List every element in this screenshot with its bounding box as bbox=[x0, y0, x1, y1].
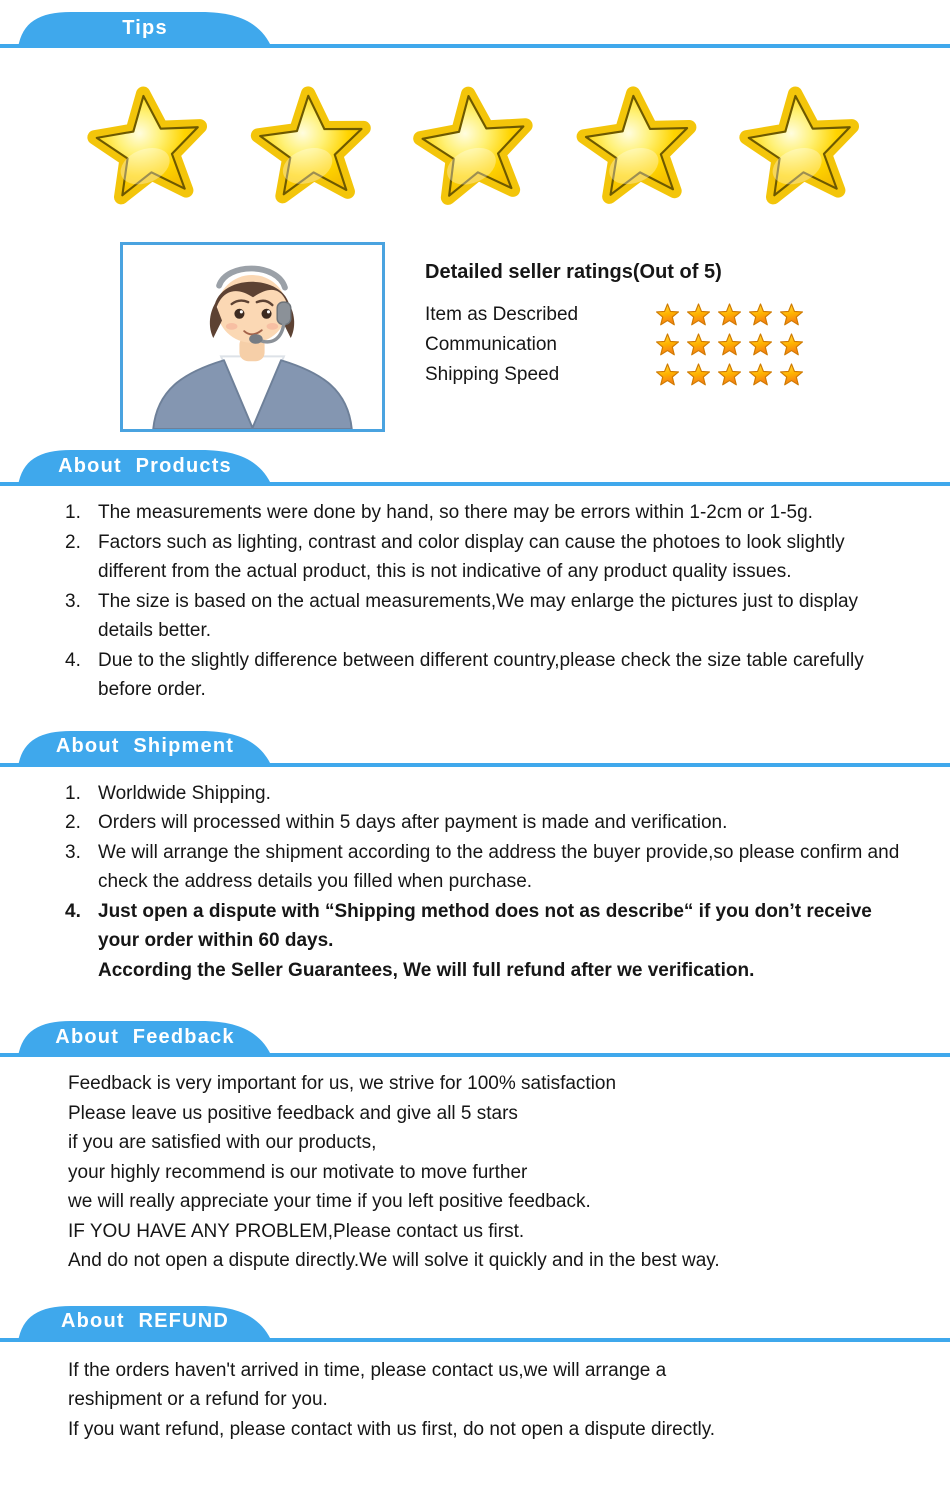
about-products-tab bbox=[15, 448, 275, 486]
list-item bbox=[0, 779, 950, 809]
about-shipment-banner bbox=[0, 727, 950, 767]
rating-stars bbox=[653, 301, 806, 330]
star-icon bbox=[405, 79, 545, 219]
text-line: If the orders haven't arrived in time, please contact us,we will arrange a bbox=[68, 1359, 667, 1381]
text-line: if you are satisfied with our products, bbox=[68, 1132, 377, 1153]
rating-label: Item as Described bbox=[425, 304, 579, 326]
text-line: reshipment or a refund for you. bbox=[68, 1389, 328, 1410]
ratings-title: Detailed seller ratings(Out of 5) bbox=[425, 261, 722, 283]
list-item-text: We will arrange the shipment according to the address the buyer provide,so please confirm and check the address details you filled when purchase. bbox=[98, 841, 900, 892]
rating-label: Shipping Speed bbox=[425, 364, 560, 386]
text-line: we will really appreciate your time if you left positive feedback. bbox=[68, 1191, 591, 1212]
list-item-text: Just open a dispute with “Shipping method does not as describe“ if you don’t receive your order within 60 days. According the Seller Guarantees, We will full refund after we verification. bbox=[98, 897, 910, 986]
about-refund-label: About REFUND bbox=[60, 1310, 230, 1332]
star-icon bbox=[746, 361, 775, 390]
list-item-note: According the Seller Guarantees, We will full refund after we verification. bbox=[98, 959, 755, 981]
text-line: Please leave us positive feedback and give all 5 stars bbox=[68, 1102, 518, 1124]
five-star-rating bbox=[0, 74, 950, 224]
rating-row bbox=[425, 360, 806, 390]
tips-banner bbox=[0, 8, 950, 48]
about-refund-lines bbox=[0, 1356, 950, 1445]
star-icon bbox=[715, 331, 744, 360]
star-icon bbox=[684, 361, 713, 390]
list-item-text: Worldwide Shipping. bbox=[98, 782, 271, 804]
list-item bbox=[0, 587, 950, 646]
list-item-text: The size is based on the actual measurements,We may enlarge the pictures just to display details better. bbox=[98, 590, 859, 641]
about-shipment-label: About Shipment bbox=[55, 735, 235, 757]
list-item-number: 4. bbox=[65, 649, 81, 671]
star-icon bbox=[653, 361, 682, 390]
rating-stars bbox=[653, 361, 806, 390]
text-line: IF YOU HAVE ANY PROBLEM,Please contact us first. bbox=[68, 1220, 525, 1242]
customer-service-image bbox=[120, 242, 385, 432]
about-products-banner bbox=[0, 446, 950, 486]
rating-rows bbox=[425, 300, 806, 390]
star-icon bbox=[777, 331, 806, 360]
about-feedback-tab bbox=[15, 1019, 275, 1057]
star-icon bbox=[746, 331, 775, 360]
list-item-text: Orders will processed within 5 days after payment is made and verification. bbox=[98, 812, 728, 833]
about-feedback-banner bbox=[0, 1017, 950, 1057]
star-icon bbox=[731, 79, 871, 219]
detailed-seller-ratings bbox=[425, 242, 806, 390]
text-line: your highly recommend is our motivate to move further bbox=[68, 1161, 528, 1183]
star-icon bbox=[746, 301, 775, 330]
about-feedback-lines bbox=[0, 1069, 950, 1276]
about-feedback-label: About Feedback bbox=[55, 1025, 235, 1048]
text-line: And do not open a dispute directly.We will solve it quickly and in the best way. bbox=[68, 1250, 720, 1271]
list-item bbox=[0, 528, 950, 587]
seller-ratings-panel bbox=[0, 242, 950, 432]
list-item-number: 3. bbox=[65, 841, 81, 863]
rating-label: Communication bbox=[425, 334, 557, 356]
tips-label: Tips bbox=[122, 16, 168, 39]
list-item bbox=[0, 646, 950, 705]
rating-row bbox=[425, 300, 806, 330]
list-item bbox=[0, 897, 950, 986]
list-item-number: 4. bbox=[65, 900, 81, 922]
text-line: Feedback is very important for us, we strive for 100% satisfaction bbox=[68, 1073, 617, 1094]
list-item bbox=[0, 498, 950, 528]
list-item-number: 1. bbox=[65, 502, 81, 523]
star-icon bbox=[777, 361, 806, 390]
about-shipment-tab bbox=[15, 729, 275, 767]
star-icon bbox=[715, 301, 744, 330]
star-icon bbox=[568, 79, 708, 219]
star-icon bbox=[715, 361, 744, 390]
about-refund-tab bbox=[15, 1304, 275, 1342]
list-item bbox=[0, 808, 950, 838]
star-icon bbox=[653, 301, 682, 330]
about-refund-banner bbox=[0, 1302, 950, 1342]
rating-stars bbox=[653, 331, 806, 360]
star-icon bbox=[777, 301, 806, 330]
list-item-text: Factors such as lighting, contrast and color display can cause the photoes to look slightly different from the actual product, this is not indicative of any product quality issues. bbox=[98, 531, 845, 582]
star-icon bbox=[684, 301, 713, 330]
star-icon bbox=[242, 79, 382, 219]
about-products-label: About Products bbox=[58, 454, 232, 477]
star-icon bbox=[684, 331, 713, 360]
about-shipment-list bbox=[0, 779, 950, 986]
star-icon bbox=[653, 331, 682, 360]
list-item-number: 1. bbox=[65, 782, 81, 804]
about-products-list bbox=[0, 498, 950, 705]
list-item-text: The measurements were done by hand, so there may be errors within 1-2cm or 1-5g. bbox=[98, 502, 813, 523]
star-icon bbox=[79, 79, 219, 219]
list-item-number: 3. bbox=[65, 590, 81, 612]
list-item-number: 2. bbox=[65, 531, 81, 553]
customer-service-agent-illustration bbox=[123, 245, 382, 429]
list-item-number: 2. bbox=[65, 812, 81, 833]
tips-tab bbox=[15, 10, 275, 48]
rating-row bbox=[425, 330, 806, 360]
list-item bbox=[0, 838, 950, 897]
list-item-text: Due to the slightly difference between different country,please check the size table carefully before order. bbox=[98, 649, 864, 700]
text-line: If you want refund, please contact with us first, do not open a dispute directly. bbox=[68, 1418, 716, 1440]
